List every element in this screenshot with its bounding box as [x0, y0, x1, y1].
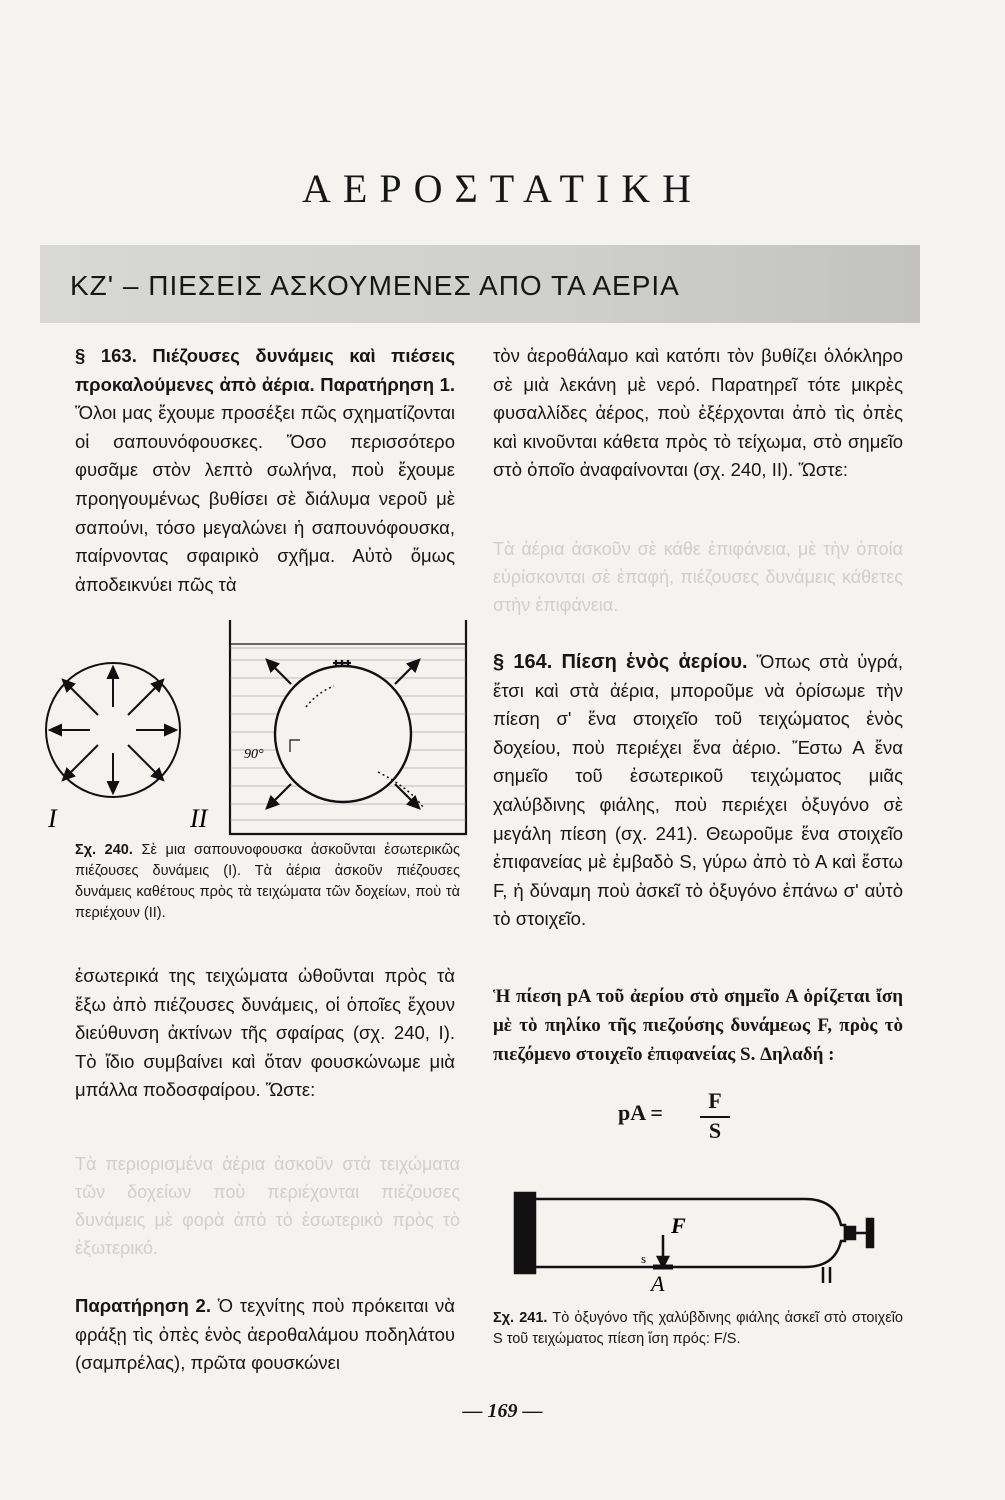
- formula-fraction: [700, 1088, 730, 1144]
- figure-240: [38, 612, 478, 847]
- figure-241-caption: [493, 1308, 903, 1350]
- right-continue-text: τὸν ἀεροθάλαμο καὶ κατόπι τὸν βυθίζει ὁλόκληρο σὲ μιὰ λεκάνη μὲ νερό. Παρατηρεῖ τότε μικρὲς φυσαλλίδες ἀέρος, ποὺ ἐξέρχονται ἀπὸ τὶς ὀπὲς καὶ κινοῦνται κάθετα πρὸς τὸ τείχωμα, στὸ σημεῖο στὸ ὁποῖο ἀναφαίνονται (σχ. 240, II). Ὥστε:: [493, 345, 903, 481]
- right-conclusion: Τὰ ἀέρια ἀσκοῦν σὲ κάθε ἐπιφάνεια, μὲ τὴν ὁποία εὑρίσκονται σὲ ἐπαφή, πιέζουσες δυνάμεις κάθετες στὴν ἐπιφάνεια.: [493, 539, 903, 615]
- figure-240-vessel: [230, 620, 466, 834]
- formula-numerator: F: [708, 1088, 722, 1113]
- figure-240-angle-label: 90°: [244, 747, 264, 762]
- figure-241-caption-num: Σχ. 241.: [493, 1310, 548, 1326]
- section-163-heading: § 163. Πιέζουσες δυνάμεις καὶ πιέσεις προκαλούμενες ἀπὸ ἀέρια. Παρατήρηση 1.: [75, 345, 455, 395]
- left-continue-text: ἐσωτερικά της τειχώματα ὠθοῦνται πρὸς τὰ ἔξω ἀπὸ πιέζουσες δυνάμεις, οἱ ὁποῖες ἔχουν διεύθυνση ἀκτίνων τῆς σφαίρας (σχ. 240, I). Τὸ ἴδιο συμβαίνει καὶ ὅταν φουσκώνωμε μιὰ μπάλλα ποδοσφαίρου. Ὥστε:: [75, 965, 455, 1101]
- page-number: — 169 —: [462, 1400, 543, 1422]
- pressure-formula: [618, 1100, 663, 1126]
- figure-241-cylinder: [515, 1193, 873, 1283]
- page-title: ΑΕΡΟΣΤΑΤΙΚΗ: [302, 166, 703, 211]
- figure-240-caption: [75, 840, 460, 924]
- figure-240-caption-num: Σχ. 240.: [75, 842, 133, 858]
- figure-241-label-a: A: [651, 1271, 665, 1295]
- section-163: [75, 342, 455, 599]
- left-conclusion: Τὰ περιορισμένα ἀέρια ἀσκοῦν στὰ τειχώματα τῶν δοχείων ποὺ περιέχονται πιέζουσες δυνάμεις μὲ φορὰ ἀπὸ τὸ ἐσωτερικὸ πρὸς τὸ ἐξωτερικό.: [75, 1154, 460, 1258]
- section-164-heading: § 164. Πίεση ἑνὸς ἀερίου.: [493, 651, 748, 673]
- figure-240-bubble: [46, 663, 180, 797]
- figure-241-label-f: F: [671, 1213, 686, 1238]
- formula-lhs: pA =: [618, 1100, 663, 1125]
- section-164-text: Ὅπως στὰ ὑγρά, ἔτσι καὶ στὰ ἀέρια, μποροῦμε νὰ ὁρίσωμε τὴν πίεση σ' ἕνα στοιχεῖο τοῦ τειχώματος ἑνὸς δοχείου, ποὺ περιέχει ἕνα ἀέριο. Ἔστω Α ἕνα σημεῖο τοῦ ἐσωτερικοῦ τειχώματος μιᾶς χαλύβδινης φιάλης, ποὺ περιέχει ὀξυγόνο σὲ μεγάλη πίεση (σχ. 241). Θεωροῦμε ἕνα στοιχεῖο ἐπιφανείας μὲ ἐμβαδὸ S, γύρω ἀπὸ τὸ Α καὶ ἔστω F, ἡ δύναμη ποὺ ἀσκεῖ τὸ ὀξυγόνο ἐπάνω σ' αὐτὸ τὸ στοιχεῖο.: [493, 651, 904, 930]
- section-163-text: Ὅλοι μας ἔχουμε προσέξει πῶς σχηματίζονται οἱ σαπουνόφουσκες. Ὅσο περισσότερο φυσᾶμε στὸν λεπτὸ σωλήνα, ποὺ ἔχουμε προηγουμένως βυθίσει σὲ διάλυμα νεροῦ μὲ σαπούνι, τόσο μεγαλώνει ἡ σαπουνόφουσκα, παίρνοντας σφαιρικὸ σχῆμα. Αὐτὸ ὅμως ἀποδεικνύει πῶς τὰ: [75, 402, 455, 595]
- right-continue: [493, 342, 903, 485]
- chapter-title: ΚΖ' – ΠΙΕΣΕΙΣ ΑΣΚΟΥΜΕΝΕΣ ΑΠΟ ΤΑ ΑΕΡΙΑ: [70, 270, 680, 301]
- figure-240-caption-text: Σὲ μια σαπουνοφουσκα ἀσκοῦνται ἐσωτερικῶς πιέζουσες δυνάμεις (I). Τὰ ἀέρια ἀσκοῦν πιέζουσες δυνάμεις καθέτους πρὸς τὰ τειχώματα τῶν δοχείων, ποὺ τὰ περιέχουν (II).: [75, 842, 460, 921]
- figure-241-label-s: s: [641, 1251, 647, 1266]
- pressure-definition: Ἡ πίεση pA τοῦ ἀερίου στὸ σημεῖο A ὁρίζεται ἴση μὲ τὸ πηλίκο τῆς πιεζούσης δυνάμεως F, πρὸς τὸ πιεζόμενο στοιχεῖο ἐπιφανείας S. Δηλαδή :: [493, 986, 903, 1065]
- formula-denominator: S: [708, 1118, 722, 1143]
- remark-2: [75, 1292, 455, 1378]
- section-164: [493, 648, 903, 934]
- remark-2-text: Ὁ τεχνίτης ποὺ πρόκειται νὰ φράξῃ τὶς ὀπὲς ἑνὸς ἀεροθαλάμου ποδηλάτου (σαμπρέλας), πρῶτα φουσκώνει: [75, 1295, 455, 1374]
- figure-240-label-ii: II: [190, 804, 208, 833]
- figure-241-caption-text: Τὸ ὀξυγόνο τῆς χαλύβδινης φιάλης ἀσκεῖ στὸ στοιχεῖο S τοῦ τειχώματος πίεση ἴση πρός: F/S.: [493, 1310, 903, 1347]
- left-continue: [75, 962, 455, 1105]
- figure-240-label-i: I: [48, 804, 57, 833]
- figure-241: [505, 1185, 900, 1295]
- remark-2-heading: Παρατήρηση 2.: [75, 1295, 211, 1316]
